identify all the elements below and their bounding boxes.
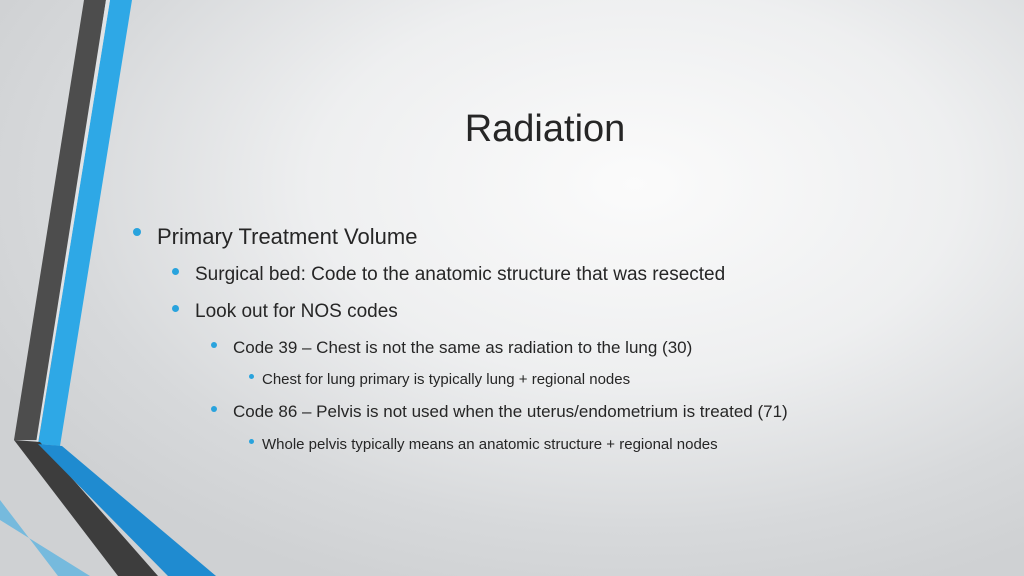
bullet-dot bbox=[172, 268, 179, 275]
bullet-level3: Code 39 – Chest is not the same as radiation to the lung (30) bbox=[233, 338, 693, 357]
bullet-dot bbox=[133, 228, 141, 236]
bullet-dot bbox=[172, 305, 179, 312]
bullet-level3: Code 86 – Pelvis is not used when the uterus/endometrium is treated (71) bbox=[233, 402, 788, 421]
bullet-level2: Look out for NOS codes bbox=[195, 301, 398, 322]
bullet-dot bbox=[211, 342, 217, 348]
bullet-level4: Chest for lung primary is typically lung + regional nodes bbox=[262, 371, 631, 388]
slide-title: Radiation bbox=[464, 108, 626, 150]
bullet-dot bbox=[211, 406, 217, 412]
bullet-level2: Surgical bed: Code to the anatomic structure that was resected bbox=[195, 264, 726, 285]
bullet-dot bbox=[249, 374, 254, 379]
bullet-level1: Primary Treatment Volume bbox=[157, 224, 418, 249]
bullet-dot bbox=[249, 439, 254, 444]
bullet-level4: Whole pelvis typically means an anatomic structure + regional nodes bbox=[262, 436, 718, 453]
